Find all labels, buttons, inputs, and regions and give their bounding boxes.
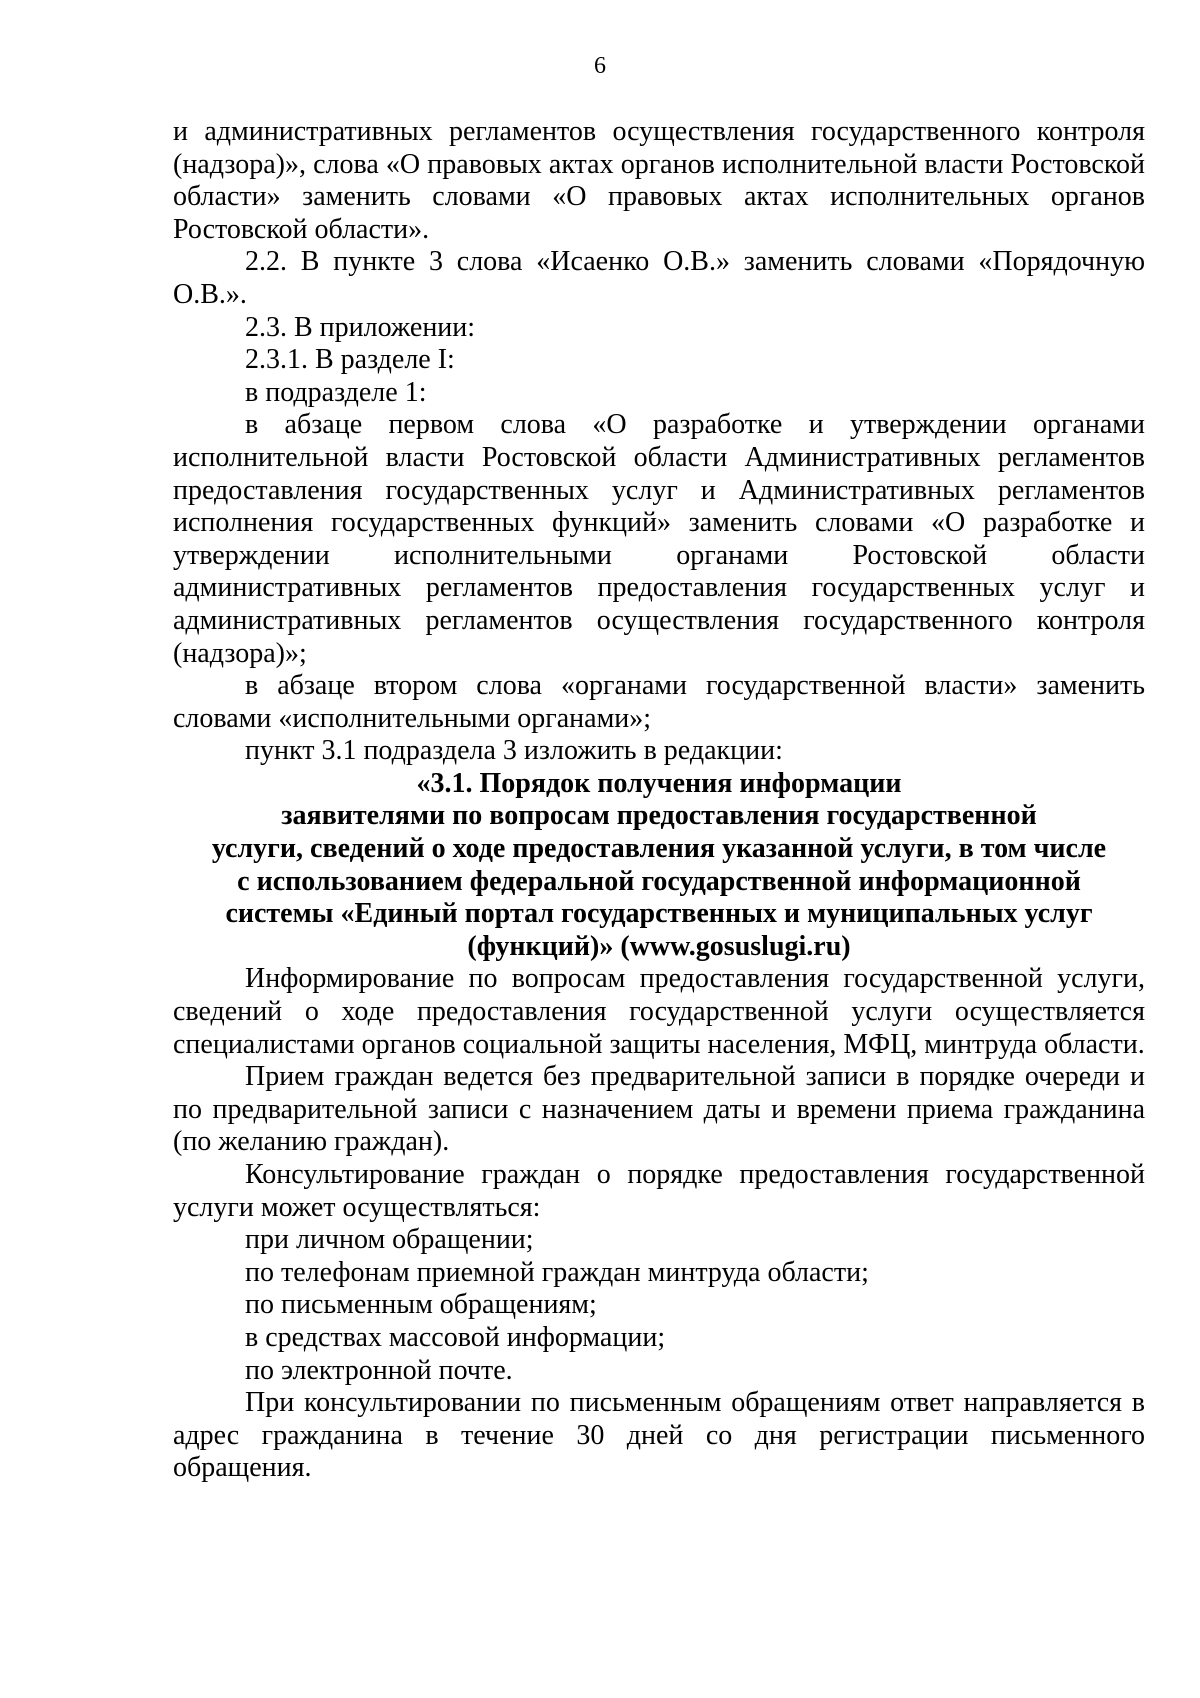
heading-line: заявителями по вопросам предоставления государственной bbox=[281, 800, 1037, 832]
paragraph-item-2-2: 2.2. В пункте 3 слова «Исаенко О.В.» заменить словами «Порядочную О.В.». bbox=[173, 246, 1145, 310]
paragraph-second-abzac: в абзаце втором слова «органами государственной власти» заменить словами «исполнительными органами»; bbox=[173, 670, 1145, 734]
list-item: по электронной почте. bbox=[245, 1354, 513, 1386]
paragraph-continuation: и административных регламентов осуществления государственного контроля (надзора)», слова «О правовых актах органов исполнительной власти Ростовской области» заменить словами «О правовых актах исполнительных органов Ростовской области». bbox=[173, 116, 1145, 245]
document-body bbox=[173, 116, 1145, 1485]
paragraph-subsection-1: в подразделе 1: bbox=[245, 376, 427, 408]
heading-line: услуги, сведений о ходе предоставления указанной услуги, в том числе bbox=[211, 833, 1107, 865]
list-item: по телефонам приемной граждан минтруда области; bbox=[245, 1256, 869, 1288]
paragraph-reception: Прием граждан ведется без предварительной записи в порядке очереди и по предварительной записи с назначением даты и времени приема гражданина (по желанию граждан). bbox=[173, 1061, 1145, 1158]
paragraph-item-2-3: 2.3. В приложении: bbox=[245, 311, 476, 343]
heading-line: с использованием федеральной государственной информационной bbox=[237, 865, 1081, 897]
paragraph-informing: Информирование по вопросам предоставления государственной услуги, сведений о ходе предоставления государственной услуги осуществляется специалистами органов социальной защиты населения, МФЦ, минтруда области. bbox=[173, 963, 1145, 1060]
page-number: 6 bbox=[594, 53, 606, 79]
paragraph-item-3-1-intro: пункт 3.1 подраздела 3 изложить в редакции: bbox=[245, 735, 783, 767]
heading-line: (функций)» (www.gosuslugi.ru) bbox=[467, 930, 851, 962]
heading-line: «3.1. Порядок получения информации bbox=[416, 767, 902, 799]
paragraph-consulting: Консультирование граждан о порядке предоставления государственной услуги может осуществляться: bbox=[173, 1159, 1145, 1223]
paragraph-written-reply: При консультировании по письменным обращениям ответ направляется в адрес гражданина в течение 30 дней со дня регистрации письменного обращения. bbox=[173, 1387, 1145, 1484]
list-item: по письменным обращениям; bbox=[245, 1289, 597, 1321]
section-heading bbox=[173, 768, 1145, 964]
paragraph-item-2-3-1: 2.3.1. В разделе I: bbox=[245, 344, 455, 376]
paragraph-first-abzac: в абзаце первом слова «О разработке и утверждении органами исполнительной власти Ростовской области Административных регламентов предоставления государственных услуг и Административных регламентов исполнения государственных функций» заменить словами «О разработке и утверждении исполнительными органами Ростовской области административных регламентов предоставления государственных услуг и административных регламентов осуществления государственного контроля (надзора)»; bbox=[173, 409, 1145, 669]
list-item: в средствах массовой информации; bbox=[245, 1321, 666, 1353]
heading-line: системы «Единый портал государственных и муниципальных услуг bbox=[225, 898, 1093, 930]
list-item: при личном обращении; bbox=[245, 1224, 534, 1256]
